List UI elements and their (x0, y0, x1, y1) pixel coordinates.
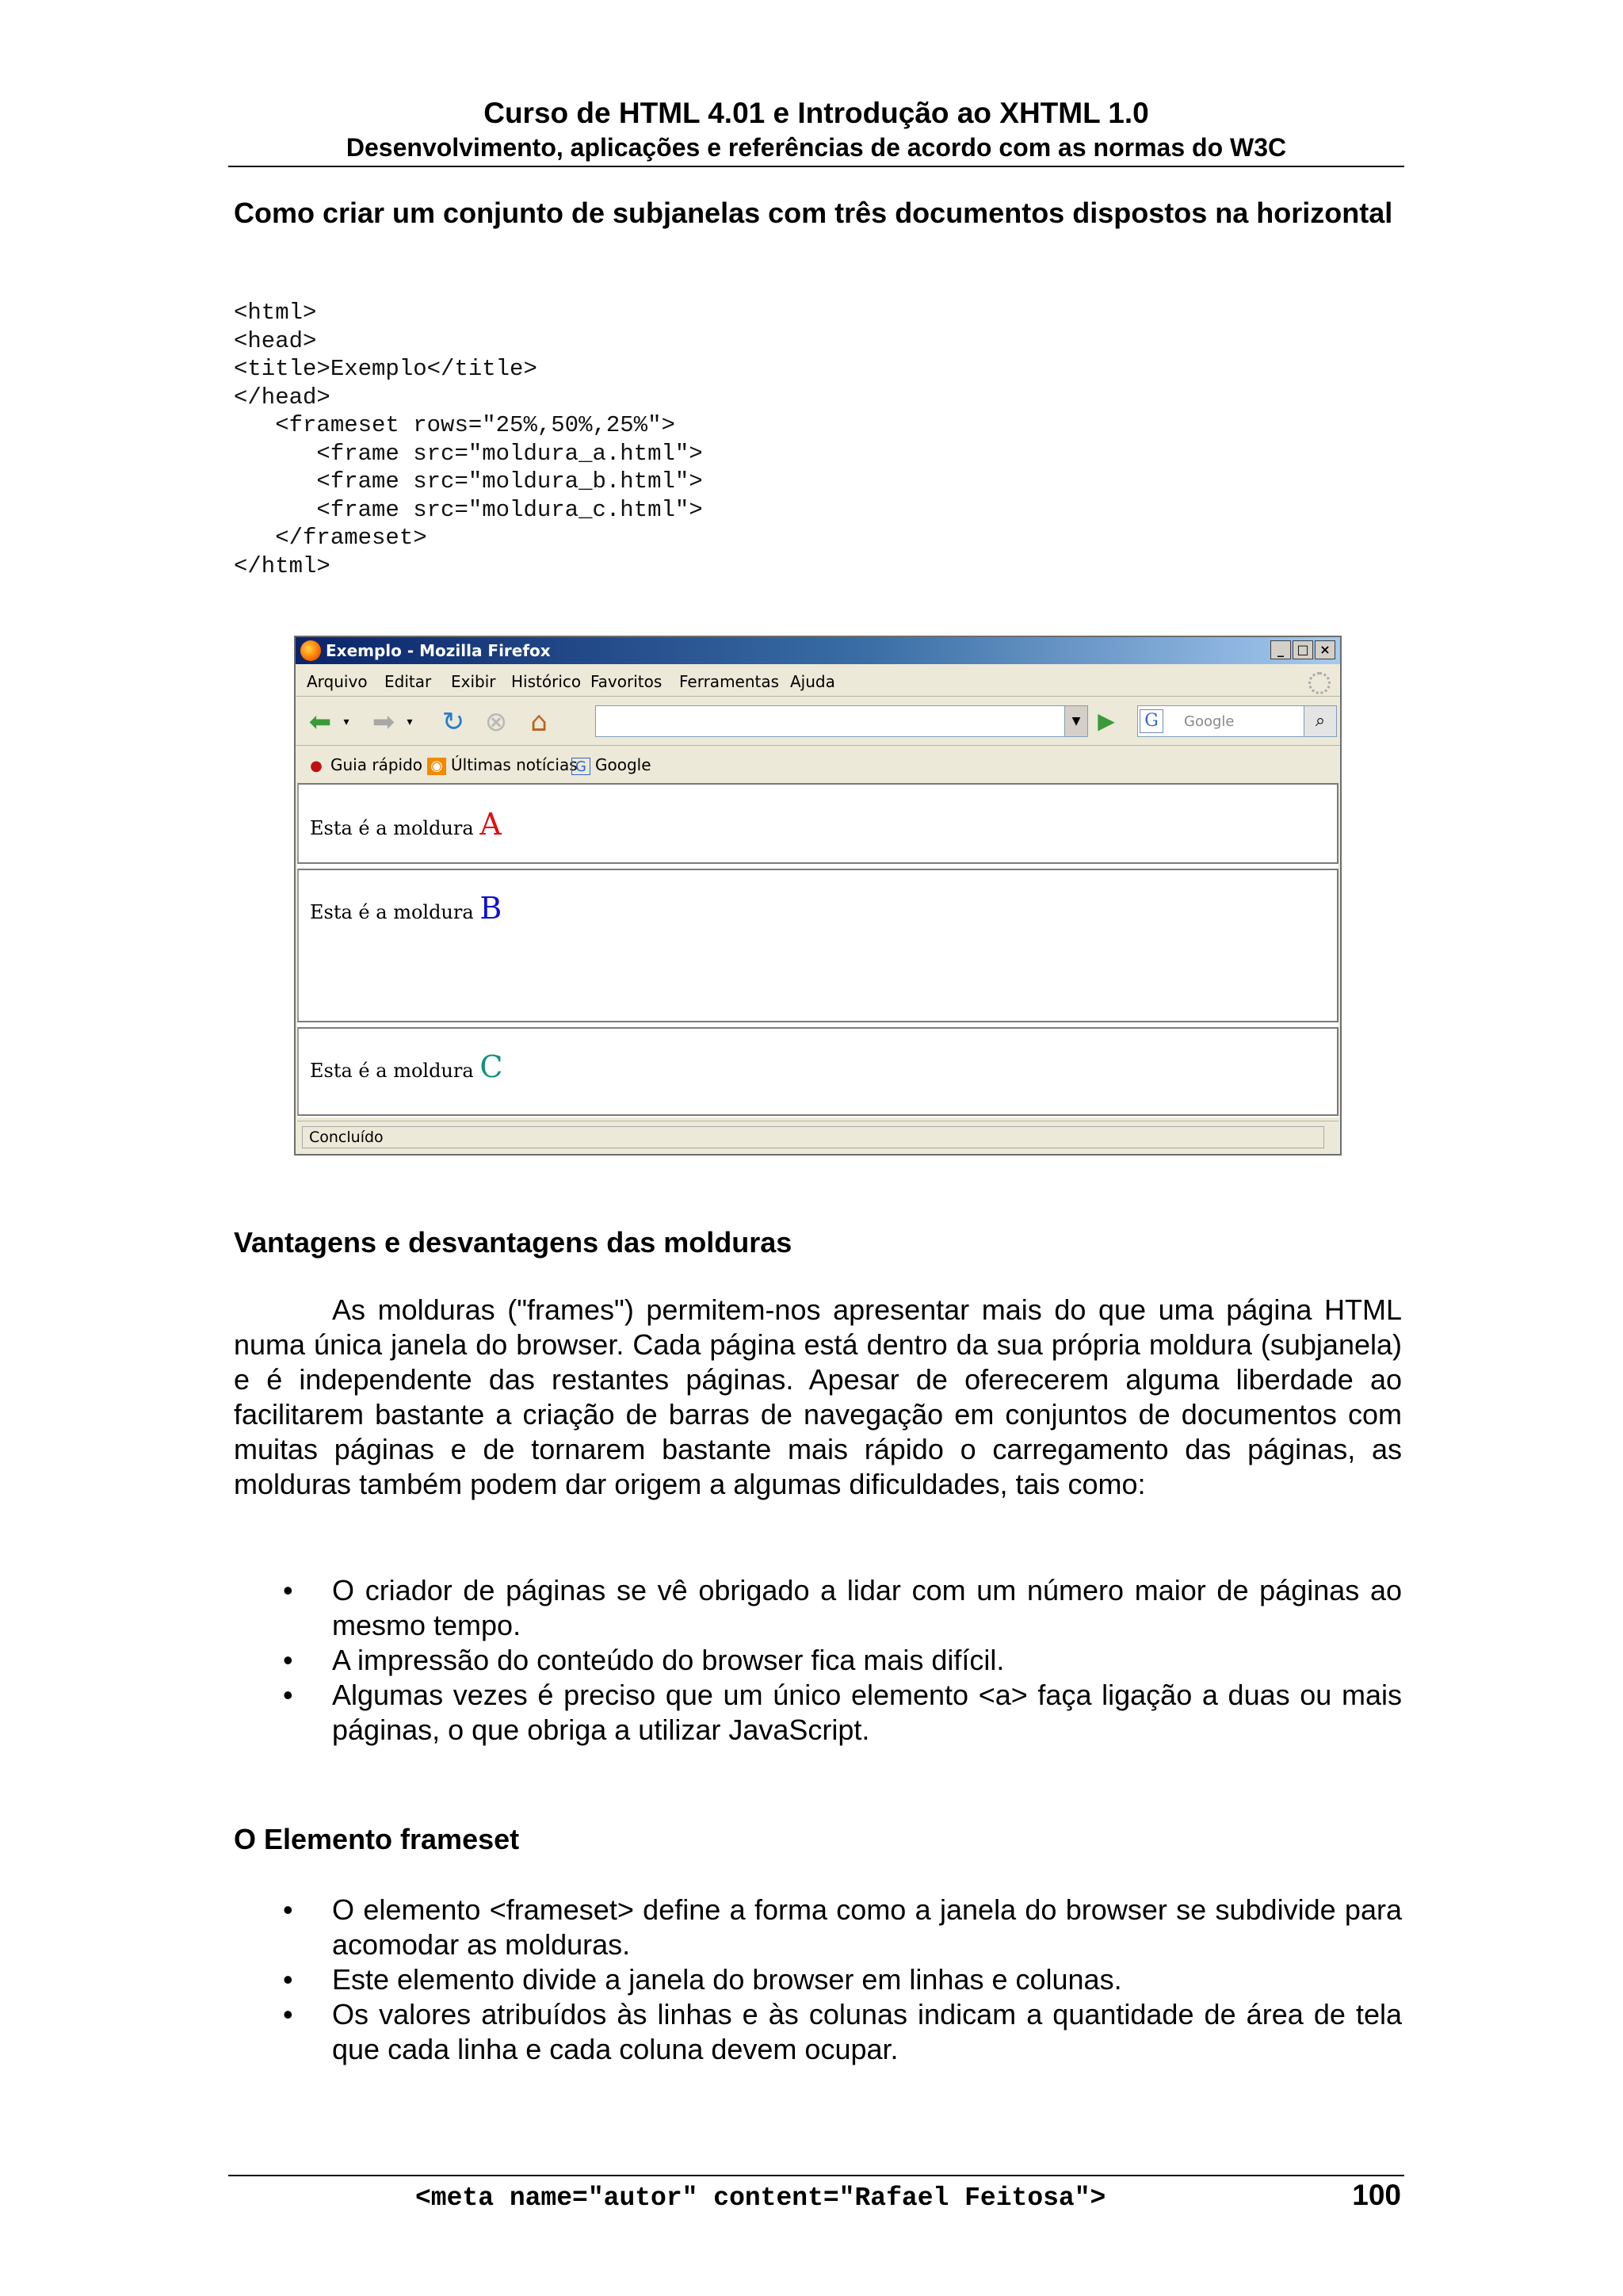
bookmark-google[interactable] (571, 755, 651, 775)
address-bar[interactable] (595, 705, 1088, 737)
search-magnifier-icon[interactable]: ⌕ (1304, 706, 1336, 736)
frame-a (297, 783, 1338, 864)
forward-icon[interactable]: ➡ (372, 706, 395, 738)
frame-a-text (310, 807, 502, 842)
google-icon: G (571, 758, 590, 775)
footer-divider (228, 2175, 1404, 2176)
firefox-icon (300, 640, 321, 661)
status-text: Concluído (302, 1126, 1324, 1148)
forward-dropdown-icon[interactable]: ▾ (407, 716, 413, 728)
back-dropdown-icon[interactable]: ▾ (343, 716, 349, 728)
navigation-toolbar (296, 697, 1340, 746)
address-dropdown-icon[interactable]: ▼ (1064, 706, 1087, 736)
menu-item-exibir[interactable]: Exibir (451, 672, 496, 691)
status-bar (297, 1121, 1338, 1153)
frame-letter-a: A (479, 807, 502, 842)
bookmark-label: Guia rápido (330, 755, 423, 774)
throbber-icon (1308, 672, 1331, 694)
frame-c-text (310, 1049, 502, 1084)
header-divider (228, 166, 1404, 167)
window-controls (1270, 640, 1335, 659)
list-item: • O elemento <frameset> define a forma como a janela do browser se subdivide para acomodar as molduras. (234, 1893, 1402, 1962)
menu-item-arquivo[interactable]: Arquivo (307, 672, 368, 691)
paragraph-molduras: As molduras ("frames") permitem-nos apresentar mais do que uma página HTML numa única janela do browser. Cada página está dentro da sua própria moldura (subjanela) e é independente das restantes páginas. Apesar de oferecerem alguma liberdade ao facilitarem bastante a criação de barras de navegação em conjuntos de documentos com muitas páginas e de tornarem bastante mais rápido o carregamento das páginas, as molduras também podem dar origem a algumas dificuldades, tais como: (234, 1293, 1402, 1500)
rss-icon: ◉ (427, 758, 446, 775)
window-titlebar (296, 637, 1340, 664)
back-icon[interactable]: ⬅ (308, 706, 332, 738)
section-title-horizontal-frames: Como criar um conjunto de subjanelas com três documentos dispostos na horizontal (234, 197, 1393, 229)
stop-icon[interactable]: ⊗ (484, 706, 508, 738)
google-engine-icon[interactable]: G (1140, 709, 1163, 733)
section-title-vantagens: Vantagens e desvantagens das molduras (234, 1226, 792, 1259)
code-example: <html> <head> <title>Exemplo</title> </head> <frameset rows="25%,50%,25%"> <frame src="moldura_a.html"> <frame src="moldura_b.html"> <frame src="moldura_c.html"> </frameset> </html> (234, 300, 703, 579)
page-header (228, 95, 1404, 163)
list-item: • Este elemento divide a janela do browser em linhas e colunas. (234, 1962, 1402, 1997)
frame-label: Esta é a moldura (310, 901, 474, 923)
frame-label: Esta é a moldura (310, 1060, 474, 1082)
header-title: Curso de HTML 4.01 e Introdução ao XHTML 1.0 (483, 97, 1149, 129)
menu-item-ferramentas[interactable]: Ferramentas (679, 672, 780, 691)
browser-screenshot (294, 636, 1342, 1156)
bookmark-guia-rapido[interactable] (307, 755, 422, 775)
bullet-list-frameset (234, 1893, 1402, 2067)
window-title: Exemplo - Mozilla Firefox (326, 641, 551, 660)
home-icon[interactable]: ⌂ (530, 706, 548, 738)
frame-letter-b: B (479, 891, 502, 926)
footer-meta-author: <meta name="autor" content="Rafael Feitosa"> (415, 2183, 1106, 2213)
menu-item-historico[interactable]: Histórico (511, 672, 582, 691)
bookmarks-toolbar (296, 747, 1340, 781)
menu-item-ajuda[interactable]: Ajuda (790, 672, 835, 691)
close-icon[interactable]: × (1315, 640, 1335, 659)
bookmark-label: Google (595, 755, 651, 774)
reload-icon[interactable]: ↻ (441, 706, 465, 738)
red-hat-icon: ● (310, 757, 323, 774)
browser-content (297, 783, 1338, 1117)
list-item: • O criador de páginas se vê obrigado a lidar com um número maior de páginas ao mesmo tempo. (234, 1573, 1402, 1643)
frame-letter-c: C (479, 1049, 503, 1084)
frame-b-text (310, 891, 502, 926)
frame-c (297, 1027, 1338, 1116)
frame-label: Esta é a moldura (310, 817, 474, 839)
bookmark-label: Últimas notícias (451, 755, 578, 774)
minimize-icon[interactable]: _ (1270, 640, 1291, 659)
list-item: • Algumas vezes é preciso que um único elemento <a> faça ligação a duas ou mais páginas, o que obriga a utilizar JavaScript. (234, 1678, 1402, 1748)
list-item: • A impressão do conteúdo do browser fica mais difícil. (234, 1643, 1402, 1678)
frame-b (297, 869, 1338, 1022)
search-placeholder: Google (1184, 713, 1235, 730)
menu-item-favoritos[interactable]: Favoritos (590, 672, 663, 691)
search-box[interactable] (1137, 705, 1337, 737)
page-number: 100 (1352, 2179, 1401, 2211)
maximize-icon[interactable]: □ (1293, 640, 1313, 659)
section-title-frameset: O Elemento frameset (234, 1823, 520, 1855)
menu-item-editar[interactable]: Editar (384, 672, 432, 691)
header-subtitle: Desenvolvimento, aplicações e referências de acordo com as normas do W3C (346, 133, 1287, 162)
bookmark-ultimas-noticias[interactable] (427, 755, 578, 775)
menu-bar (296, 666, 1340, 697)
bullet-list-dificuldades (234, 1573, 1402, 1748)
list-item: • Os valores atribuídos às linhas e às colunas indicam a quantidade de área de tela que cada linha e cada coluna devem ocupar. (234, 1997, 1402, 2067)
go-icon[interactable]: ▶ (1098, 708, 1115, 734)
